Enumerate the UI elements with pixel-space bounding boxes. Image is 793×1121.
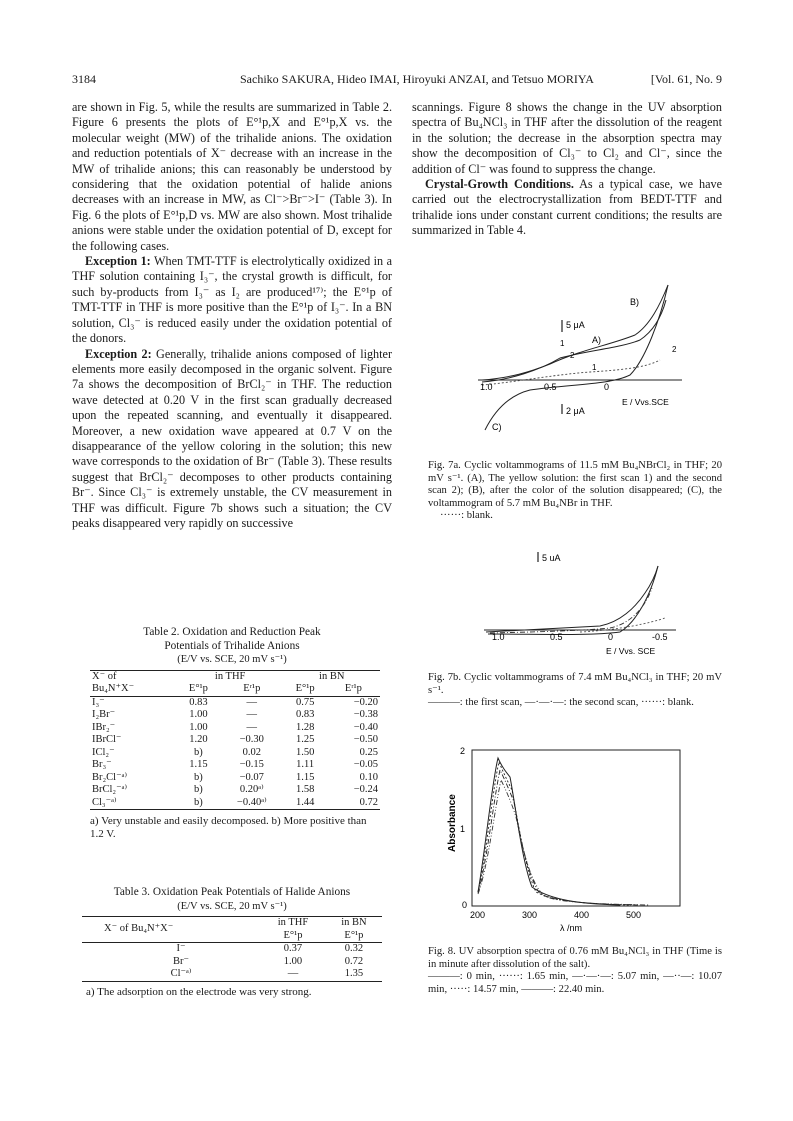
table-cell: b)	[194, 771, 203, 783]
table-cell: 0.83	[189, 696, 208, 708]
table-cell: 0.20ᵃ⁾	[239, 784, 264, 795]
section-text: As a typical case, we have carried out the electrocrystallization from BEDT-TTF and trihalide ions under constant current conditions; the results are summarized in Table 4.	[412, 177, 722, 238]
table-cell: 1.58	[295, 784, 315, 795]
table-cell: Br₃⁻	[92, 759, 112, 770]
table-cell: 0.72	[359, 796, 378, 808]
x-tick-label: 0.5	[544, 382, 557, 392]
table-row	[90, 759, 380, 772]
scan-label: 2	[672, 345, 677, 354]
table-3-grid	[82, 916, 382, 982]
x-tick-label: -0.5	[652, 632, 668, 642]
blank-curve	[482, 360, 660, 385]
section-title: Crystal-Growth Conditions.	[425, 177, 574, 192]
left-column-text	[72, 100, 392, 531]
scale-bar-label: 2 μA	[566, 406, 585, 416]
table-cell: −0.20	[353, 696, 378, 708]
table-cell: BrCl₂⁻ᵃ⁾	[92, 784, 128, 795]
caption-line: (E/V vs. SCE, 20 mV s⁻¹)	[177, 900, 287, 912]
exception-2-text: Generally, trihalide anions composed of lighter elements more easily decomposed in the organic solvent. Figure 7a shows the decomposition of BrCl₂⁻ in THF. The reduction wave detected at 0.20 V in the first scan gradually decreased upon the repeated scanning, and eventually it disappeared. Moreover, a new oxidation wave appeared at 0.7 V on the disappearance of the yellow coloring in the solution; this new wave corresponds to the oxidation of Br⁻ (Table 3). These results suggest that BrCl₂⁻ decomposes to other products containing Br⁻. Since Cl₃⁻ is extremely unstable, the CV measurement in THF was difficult. Figure 7b shows such a situation; the CV peaks disappeared very rapidly on successive	[72, 346, 393, 530]
curve-label-c: C)	[492, 422, 502, 432]
table-cell: 0.37	[283, 943, 303, 954]
table-row	[90, 696, 380, 709]
table-3-caption	[72, 886, 392, 913]
figure-8	[440, 742, 700, 937]
y-tick-label: 0	[462, 900, 468, 910]
first-scan-return	[488, 566, 658, 635]
table-3-footnote: a) The adsorption on the electrode was very strong.	[86, 985, 312, 998]
table-cell: 0.10	[359, 771, 378, 783]
table-row	[90, 709, 380, 722]
table-3	[72, 886, 392, 999]
paragraph: scannings. Figure 8 shows the change in the UV absorption spectra of Bu₄NCl₃ in THF after the dissolution of the reagent in the solution; the decrease in the absorption spectra may show the decomposition of Cl₃⁻ to Cl₂ and Cl⁻, since the addition of Cl⁻ was found to suppress the change.	[412, 100, 722, 176]
curve-a	[482, 300, 666, 382]
table-2-caption	[72, 626, 392, 667]
table-row	[90, 784, 380, 797]
x-tick-label: 0.5	[550, 632, 563, 642]
spectrum-1-65min	[478, 762, 630, 905]
plot-frame	[472, 750, 680, 906]
caption-text: Fig. 8. UV absorption spectra of 0.76 mM Bu₄NCl₃ in THF (Time is in minute after dissolution of the salt).	[428, 946, 722, 970]
col-header: X⁻ of Bu₄N⁺X⁻	[104, 923, 174, 935]
caption-line: Table 3. Oxidation Peak Potentials of Halide Anions	[113, 886, 351, 898]
table-cell: −0.15	[239, 759, 264, 770]
paragraph-exception-1	[72, 254, 392, 346]
spectrum-0min	[478, 758, 620, 905]
table-cell: −0.24	[353, 784, 378, 795]
table-cell: 1.28	[295, 721, 315, 733]
col-header: X⁻ of	[92, 670, 117, 682]
table-cell: 0.72	[344, 955, 364, 967]
exception-1-text: When TMT-TTF is electrolytically oxidized in a THF solution containing I₃⁻, the crystal growth is difficult, for such by-products from I₃⁻ as I₂ are produced¹⁷⁾; the E°¹p of TMT-TTF in THF is more positive than the E°¹p of I₃⁻. In a BN solution, Cl₃⁻ is reduced easily under the oxidation potential of the donors.	[72, 254, 392, 346]
header-authors: Sachiko SAKURA, Hideo IMAI, Hiroyuki ANZAI, and Tetsuo MORIYA	[240, 72, 594, 86]
table-cell: 0.75	[295, 696, 315, 708]
table-cell: −0.30	[239, 734, 264, 745]
col-header: in THF	[277, 917, 309, 928]
col-header: in BN	[341, 917, 367, 928]
first-scan-curve	[486, 566, 658, 632]
table-2-grid	[90, 670, 380, 811]
table-2	[72, 626, 392, 841]
table-cell: 1.00	[283, 955, 303, 967]
curve-label-b: B)	[630, 297, 639, 307]
scale-bar-label: 5 uA	[542, 553, 561, 563]
x-tick-label: 0	[608, 632, 614, 642]
y-axis-label: Absorbance	[447, 794, 458, 852]
col-header: E°¹p	[344, 929, 364, 941]
x-tick-label: 0	[604, 382, 610, 392]
curve-b	[482, 285, 668, 380]
table-cell: b)	[194, 784, 203, 795]
table-cell: IBr₂⁻	[92, 721, 116, 733]
scan-label: 1	[560, 339, 565, 348]
table-cell: 1.20	[189, 734, 208, 745]
page-number: 3184	[72, 72, 96, 86]
table-cell: 1.15	[189, 759, 208, 770]
figure-7a	[470, 280, 700, 450]
scan-label: 1	[592, 363, 597, 372]
table-cell: 1.00	[189, 709, 208, 720]
table-cell: —	[246, 709, 258, 720]
table-cell: 1.50	[295, 746, 315, 758]
col-header: in THF	[214, 670, 246, 682]
spectrum-10-07min	[478, 780, 650, 905]
paragraph-crystal-growth	[412, 177, 722, 239]
table-cell: 1.00	[189, 721, 208, 733]
scan-label: 2	[570, 351, 575, 360]
table-cell: 0.02	[242, 746, 261, 758]
x-tick-label: 400	[574, 910, 590, 920]
table-2-footnote: a) Very unstable and easily decomposed. b) More positive than 1.2 V.	[90, 815, 367, 840]
table-cell: 0.25	[359, 746, 378, 758]
table-cell: —	[246, 721, 258, 733]
col-header: Eʳ¹p	[344, 683, 362, 694]
table-cell: −0.07	[239, 771, 264, 783]
table-cell: 1.25	[295, 734, 315, 745]
y-tick-label: 1	[460, 824, 466, 834]
figure-7b	[480, 548, 700, 658]
x-tick-label: 1.0	[480, 382, 493, 392]
table-cell: Br⁻	[173, 955, 190, 967]
table-cell: 0.32	[344, 943, 364, 954]
table-cell: Cl⁻ᵃ⁾	[170, 968, 192, 979]
table-cell: I₃⁻	[92, 696, 105, 708]
paragraph-exception-2	[72, 347, 392, 532]
table-cell: —	[246, 696, 258, 708]
right-column-text	[412, 100, 722, 239]
col-header: E°¹p	[295, 683, 315, 694]
table-cell: 1.35	[344, 968, 364, 979]
caption-line: Table 2. Oxidation and Reduction Peak	[143, 626, 321, 638]
exception-2-title: Exception 2:	[85, 346, 152, 361]
col-header: Eʳ¹p	[243, 683, 261, 694]
col-header: in BN	[319, 670, 345, 682]
table-cell: −0.05	[353, 759, 378, 770]
figure-7a-caption	[428, 460, 722, 523]
col-header: E°¹p	[283, 929, 303, 941]
caption-text: Fig. 7b. Cyclic voltammograms of 7.4 mM Bu₄NCl₃ in THF; 20 mV s⁻¹.	[428, 672, 722, 696]
caption-line: Potentials of Trihalide Anions	[164, 639, 300, 652]
caption-text: Fig. 7a. Cyclic voltammograms of 11.5 mM Bu₄NBrCl₂ in THF; 20 mV s⁻¹. (A), The yellow solution: the first scan 1) and the second scan 2); (B), after the color of the solution disappeared; (C), the voltammogram of 5.7 mM Bu₄NBr in THF.	[428, 460, 722, 509]
figure-7b-caption	[428, 672, 722, 710]
curve-label-a: A)	[592, 335, 601, 345]
figure-8-caption	[428, 946, 722, 996]
table-row	[82, 968, 382, 981]
table-row	[90, 747, 380, 760]
table-cell: 1.11	[296, 759, 315, 770]
caption-line: (E/V vs. SCE, 20 mV s⁻¹)	[177, 654, 287, 665]
axis-label: E / Vvs.SCE	[622, 397, 669, 407]
table-cell: 1.44	[295, 796, 315, 808]
table-row	[90, 797, 380, 810]
table-cell: Br₂Cl⁻ᵃ⁾	[92, 771, 128, 783]
x-tick-label: 200	[470, 910, 486, 920]
col-header: Bu₄N⁺X⁻	[92, 683, 135, 694]
table-cell: −0.38	[353, 709, 378, 720]
caption-legend: ———: the first scan, —·—·—: the second scan, ······: blank.	[428, 697, 694, 709]
x-tick-label: 500	[626, 910, 642, 920]
col-header: E°¹p	[188, 683, 208, 694]
table-cell: ICl₂⁻	[92, 746, 115, 758]
table-row	[82, 956, 382, 969]
x-tick-label: 300	[522, 910, 538, 920]
table-row	[90, 772, 380, 785]
table-cell: −0.40	[353, 721, 378, 733]
x-tick-label: 1.0	[492, 632, 505, 642]
table-cell: −0.50	[353, 734, 378, 745]
table-cell: IBrCl⁻	[92, 734, 122, 745]
table-cell: b)	[194, 746, 203, 758]
spectrum-5-07min	[478, 770, 640, 905]
axis-label: E / Vvs. SCE	[606, 646, 656, 656]
paragraph: are shown in Fig. 5, while the results are summarized in Table 2. Figure 6 presents the plots of E°¹p,X and E°¹p,X vs. the molecular weight (MW) of the trihalide anions. The oxidation and reduction potentials of X⁻ decrease with an increase in the MW of trihalide anions; this can reasonably be understood by considering that the oxidation potential of halide anions decreases with an increase in MW, as Cl⁻>Br⁻>I⁻ (Table 3). In Fig. 6 the plots of E°¹p,D vs. MW are also shown. Most trihalide anions were stable under the oxidation potential of D, except for the following cases.	[72, 100, 392, 253]
table-cell: b)	[194, 796, 203, 808]
table-cell: I⁻	[176, 943, 186, 954]
exception-1-title: Exception 1:	[85, 254, 151, 269]
table-row	[90, 722, 380, 735]
table-row	[82, 943, 382, 956]
table-row	[90, 734, 380, 747]
table-cell: 0.83	[295, 709, 315, 720]
table-cell: —	[287, 968, 299, 979]
caption-legend: ———: 0 min, ······: 1.65 min, —·—·—: 5.07 min, —··—: 10.07 min, ·····: 14.57 min, ———: 22.40 min.	[428, 971, 722, 995]
table-cell: I₂Br⁻	[92, 709, 116, 720]
table-cell: −0.40ᵃ⁾	[236, 796, 267, 808]
x-axis-label: λ /nm	[560, 923, 583, 933]
table-cell: 1.15	[295, 771, 315, 783]
caption-legend: ······: blank.	[440, 510, 493, 522]
header-volume: [Vol. 61, No. 9	[650, 72, 722, 86]
table-cell: Cl₃⁻ᵃ⁾	[92, 796, 117, 808]
y-tick-label: 2	[460, 746, 466, 756]
scale-bar-label: 5 μA	[566, 320, 585, 330]
